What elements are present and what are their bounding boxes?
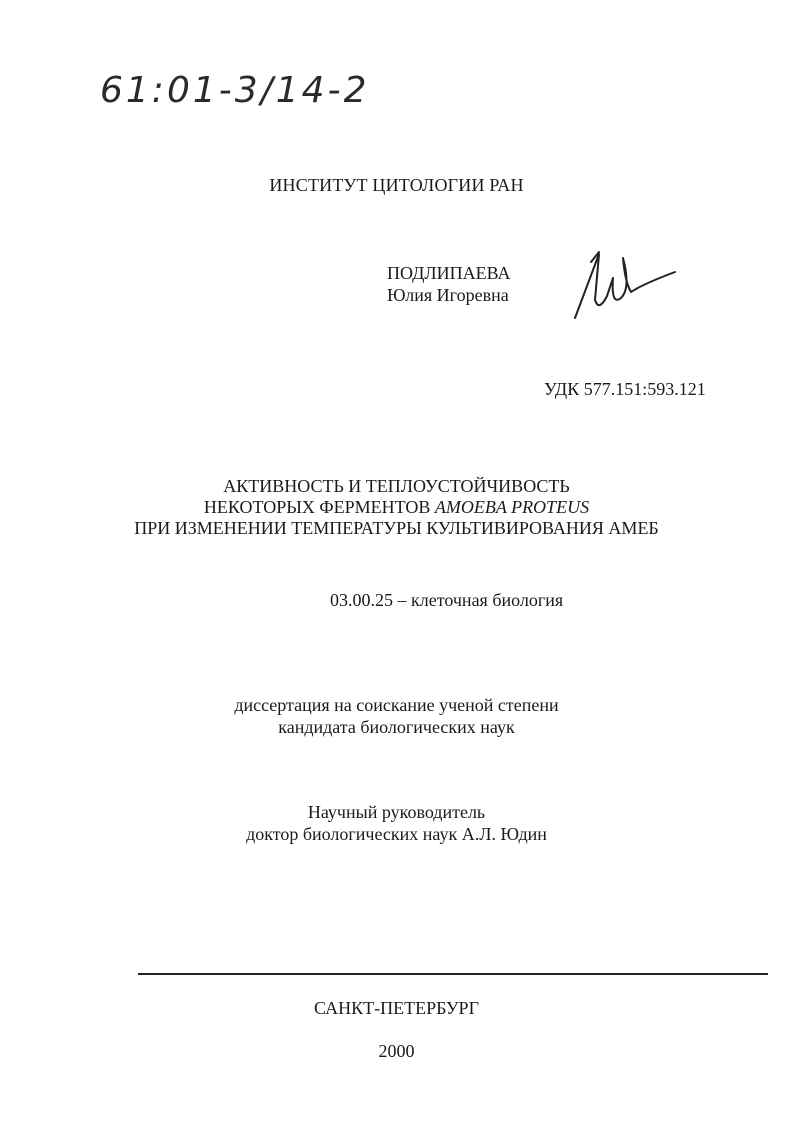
supervisor-label: Научный руководитель [307,802,486,822]
udc-code: УДК 577.151:593.121 [544,379,706,399]
degree-line-2: кандидата биологических наук [278,717,515,737]
title-line-1: АКТИВНОСТЬ И ТЕПЛОУСТОЙЧИВОСТЬ [223,476,570,496]
title-line-3: ПРИ ИЗМЕНЕНИИ ТЕМПЕРАТУРЫ КУЛЬТИВИРОВАНИЯ АМЕБ [134,518,659,538]
title-line-2-prefix: НЕКОТОРЫХ ФЕРМЕНТОВ [203,497,435,517]
degree-line-1: диссертация на соискание ученой степени [234,695,559,715]
author-name: Юлия Игоревна [387,285,509,305]
horizontal-divider [138,973,768,975]
dissertation-title [0,476,793,539]
year: 2000 [378,1041,415,1061]
title-line-2 [0,497,793,518]
city: САНКТ-ПЕТЕРБУРГ [314,998,479,1018]
specialty: 03.00.25 – клеточная биология [330,590,564,610]
author-signature [565,248,680,320]
author-surname: ПОДЛИПАЕВА [387,263,511,283]
organism-name: AMOEBA PROTEUS [434,497,590,517]
institute-name: ИНСТИТУТ ЦИТОЛОГИИ РАН [269,175,524,195]
supervisor-name: доктор биологических наук А.Л. Юдин [246,824,547,844]
handwritten-archive-code: 61:01-3/14-2 [100,70,370,111]
